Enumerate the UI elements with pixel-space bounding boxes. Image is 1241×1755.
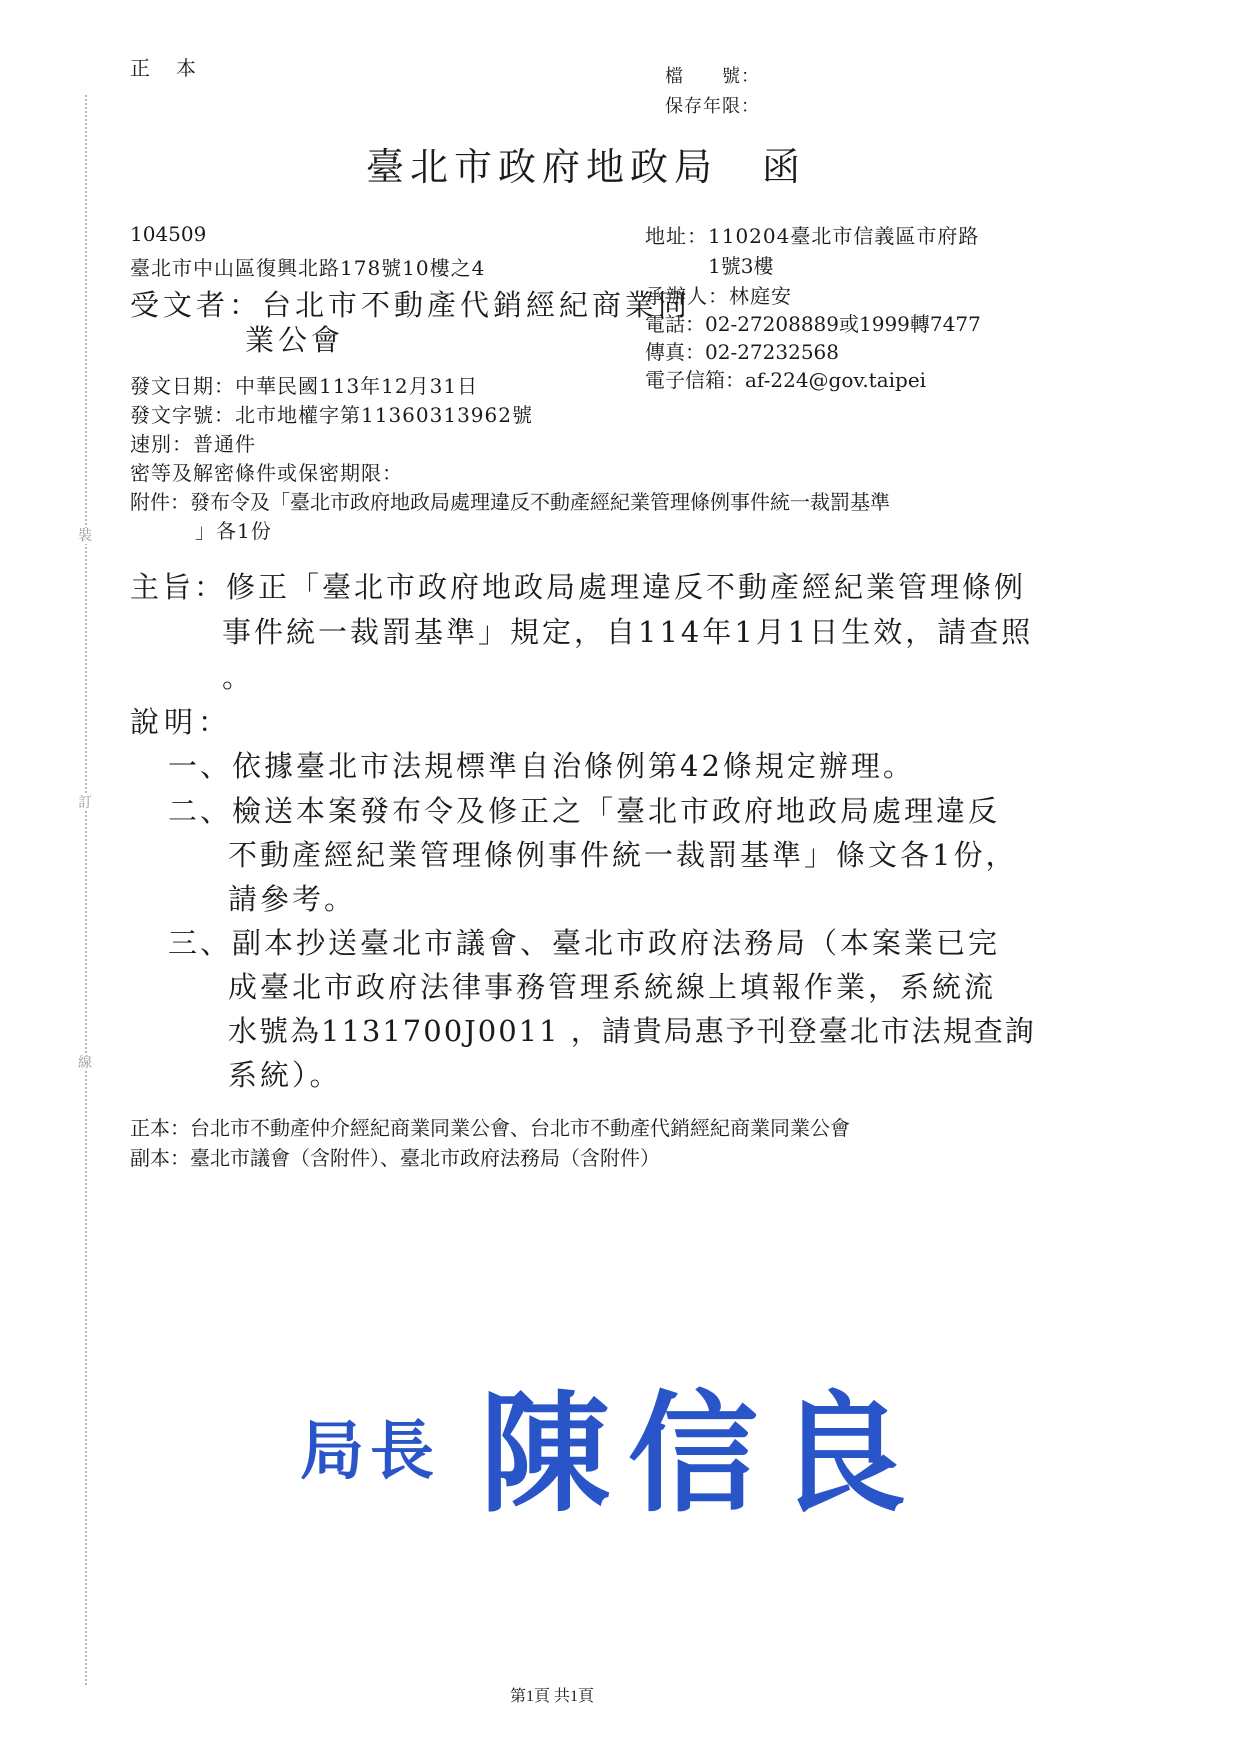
explanation-item-2-line-1: 二、檢送本案發布令及修正之「臺北市政府地政局處理違反 — [168, 794, 1001, 828]
email: 電子信箱：af-224@gov.taipei — [645, 368, 927, 392]
attachment-line-2: 」各1份 — [195, 519, 272, 543]
recipient-line-2: 業公會 — [245, 323, 345, 357]
subject-line-2: 事件統一裁罰基準」規定，自114年1月1日生效，請查照 — [222, 615, 1034, 649]
subject-line-3: 。 — [222, 660, 257, 694]
sender-address-line-1: 地址：110204臺北市信義區市府路 — [645, 224, 980, 248]
original-recipients: 正本：台北市不動產仲介經紀商業同業公會、台北市不動產代銷經紀商業同業公會 — [130, 1116, 850, 1140]
explanation-label: 說明： — [130, 705, 233, 739]
signature-title: 局長 — [300, 1414, 440, 1489]
explanation-item-3-line-3: 水號為1131700J0011 ，請貴局惠予刊登臺北市法規查詢 — [228, 1014, 1036, 1048]
copy-label: 正 本 — [130, 56, 199, 80]
issue-date: 發文日期：中華民國113年12月31日 — [130, 374, 479, 398]
recipient-line-1: 受文者：台北市不動產代銷經紀商業同 — [130, 288, 692, 322]
explanation-item-3-line-4: 系統）。 — [228, 1058, 342, 1092]
issue-number: 發文字號：北市地權字第11360313962號 — [130, 403, 533, 427]
explanation-item-3-line-1: 三、副本抄送臺北市議會、臺北市政府法務局（本案業已完 — [168, 926, 1001, 960]
signature-name: 陳信良 — [480, 1377, 925, 1530]
classification: 密等及解密條件或保密期限： — [130, 461, 403, 485]
retention-period-label: 保存年限： — [665, 96, 760, 117]
fax: 傳真：02-27232568 — [645, 340, 840, 364]
phone: 電話：02-27208889或1999轉7477 — [645, 312, 981, 336]
page-footer: 第1頁 共1頁 — [510, 1688, 595, 1705]
contact-person: 承辦人：林庭安 — [645, 284, 792, 308]
recipient-zip: 104509 — [130, 222, 207, 246]
explanation-item-2-line-3: 請參考。 — [228, 882, 357, 916]
explanation-item-3-line-2: 成臺北市政府法律事務管理系統線上填報作業，系統流 — [228, 970, 997, 1004]
explanation-item-1: 一、依據臺北市法規標準自治條例第42條規定辦理。 — [168, 749, 915, 783]
binding-mark-xian: 線 — [78, 1055, 92, 1071]
speed-class: 速別：普通件 — [130, 432, 256, 456]
attachment-line-1: 附件：發布令及「臺北市政府地政局處理違反不動產經紀業管理條例事件統一裁罰基準 — [130, 490, 890, 514]
document-title: 臺北市政府地政局 函 — [366, 145, 807, 189]
binding-line — [85, 95, 87, 1685]
sender-address-line-2: 1號3樓 — [708, 254, 774, 278]
file-number-label: 檔 號： — [665, 66, 760, 87]
subject-line-1: 主旨：修正「臺北市政府地政局處理違反不動產經紀業管理條例 — [130, 570, 1027, 604]
copy-recipients: 副本：臺北市議會（含附件）、臺北市政府法務局（含附件） — [130, 1146, 660, 1170]
explanation-item-2-line-2: 不動產經紀業管理條例事件統一裁罰基準」條文各1份， — [228, 838, 1018, 872]
binding-mark-ding: 訂 — [78, 795, 92, 811]
recipient-address: 臺北市中山區復興北路178號10樓之4 — [130, 256, 486, 280]
binding-mark-zhuang: 裝 — [78, 528, 92, 544]
